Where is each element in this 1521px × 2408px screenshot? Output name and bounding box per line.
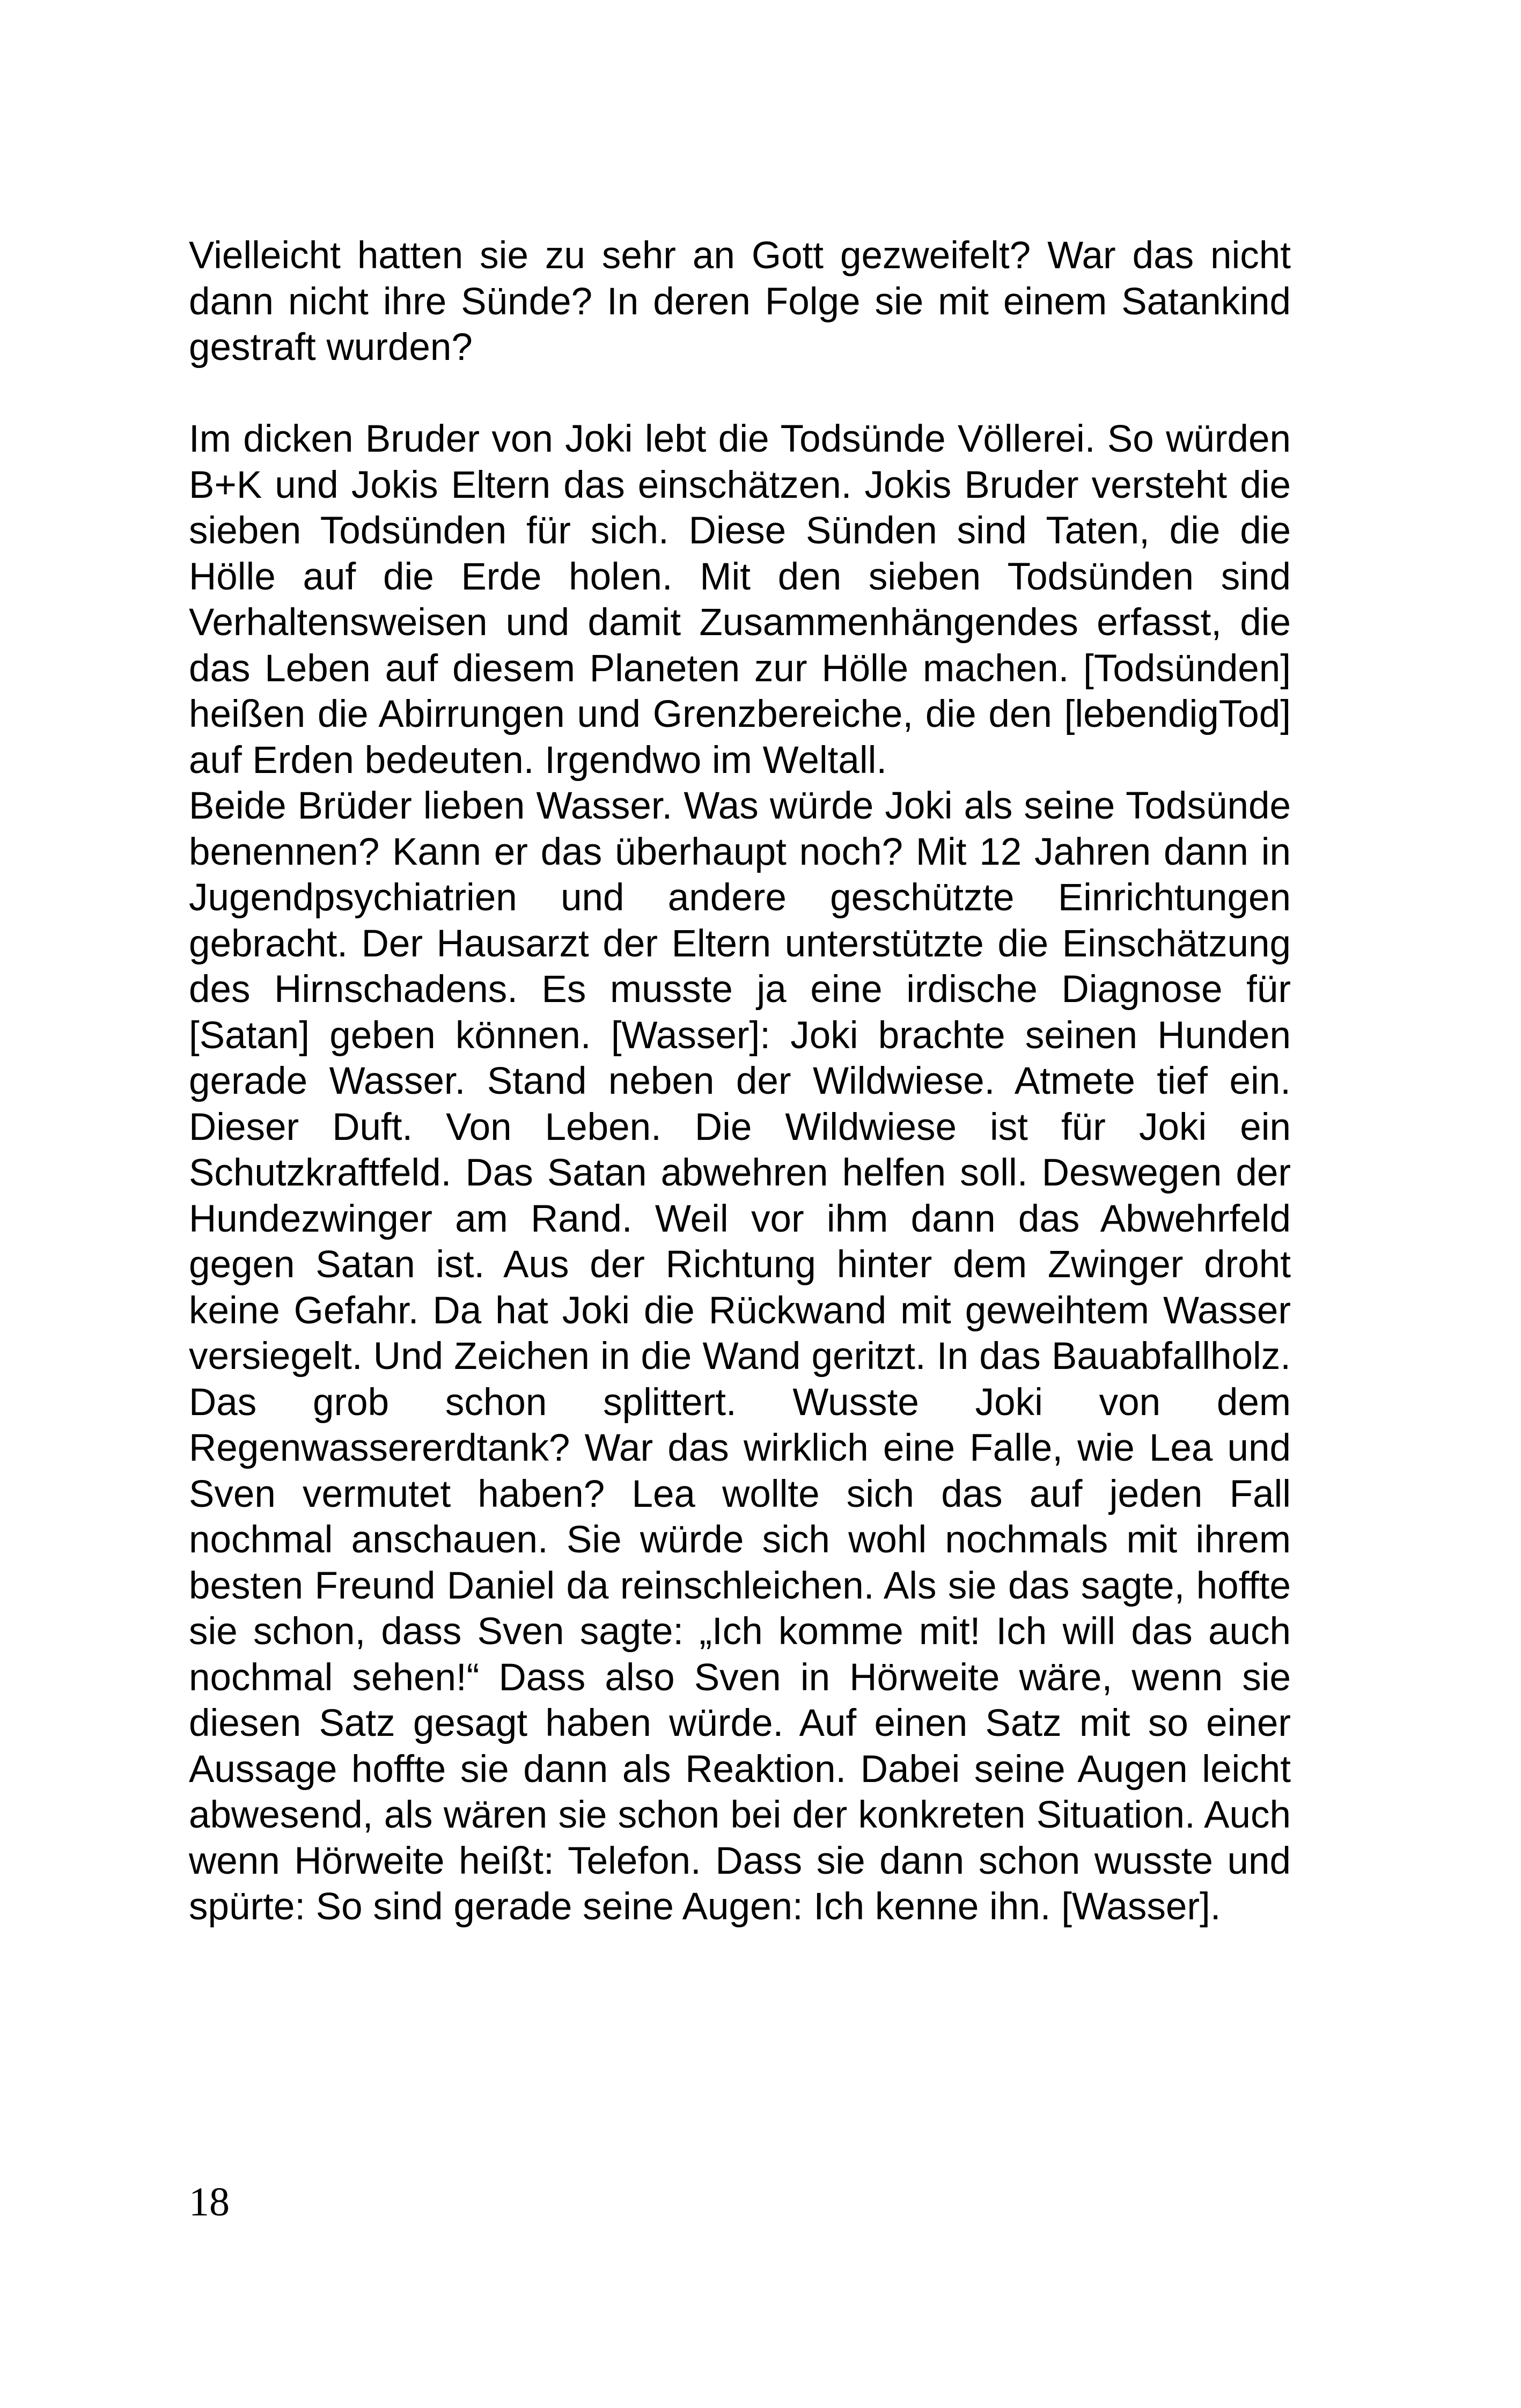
paragraph: Vielleicht hatten sie zu sehr an Gott gezweifelt? War das nicht dann nicht ihre Sünde? In deren Folge sie mit einem Satankind gestraft wurden? <box>189 234 1291 369</box>
paragraph: Beide Brüder lieben Wasser. Was würde Joki als seine Todsünde benennen? Kann er das überhaupt noch? Mit 12 Jahren dann in Jugendpsychiatrien und andere geschützte Einrichtungen gebracht. Der Hausarzt der Eltern unterstützte die Einschätzung des Hirnschadens. Es musste ja eine irdische Diagnose für [Satan] geben können. [Wasser]: Joki brachte seinen Hunden gerade Wasser. Stand neben der Wildwiese. Atmete tief ein. Dieser Duft. Von Leben. Die Wildwiese ist für Joki ein Schutzkraftfeld. Das Satan abwehren helfen soll. Deswegen der Hundezwinger am Rand. Weil vor ihm dann das Abwehrfeld gegen Satan ist. Aus der Richtung hinter dem Zwinger droht keine Gefahr. Da hat Joki die Rückwand mit geweihtem Wasser versiegelt. Und Zeichen in die Wand geritzt. In das Bauabfallholz. Das grob schon splittert. Wusste Joki von dem Regenwassererdtank? War das wirklich eine Falle, wie Lea und Sven vermutet haben? Lea wollte sich das auf jeden Fall nochmal anschauen. Sie würde sich wohl nochmals mit ihrem besten Freund Daniel da reinschleichen. Als sie das sagte, hoffte sie schon, dass Sven sagte: „Ich komme mit! Ich will das auch nochmal sehen!“ Dass also Sven in Hörweite wäre, wenn sie diesen Satz gesagt haben würde. Auf einen Satz mit so einer Aussage hoffte sie dann als Reaktion. Dabei seine Augen leicht abwesend, als wären sie schon bei der konkreten Situation. Auch wenn Hörweite heißt: Telefon. Dass sie dann schon wusste und spürte: So sind gerade seine Augen: Ich kenne ihn. [Wasser]. <box>189 785 1291 1928</box>
body-text <box>189 233 1291 1930</box>
paragraph: Im dicken Bruder von Joki lebt die Todsünde Völlerei. So würden B+K und Jokis Eltern das einschätzen. Jokis Bruder versteht die sieben Todsünden für sich. Diese Sünden sind Taten, die die Hölle auf die Erde holen. Mit den sieben Todsünden sind Verhaltensweisen und damit Zusammenhängendes erfasst, die das Leben auf diesem Planeten zur Hölle machen. [Todsünden] heißen die Abirrungen und Grenzbereiche, die den [lebendigTod] auf Erden bedeuten. Irgendwo im Weltall. <box>189 418 1291 782</box>
page-number: 18 <box>189 2179 230 2225</box>
